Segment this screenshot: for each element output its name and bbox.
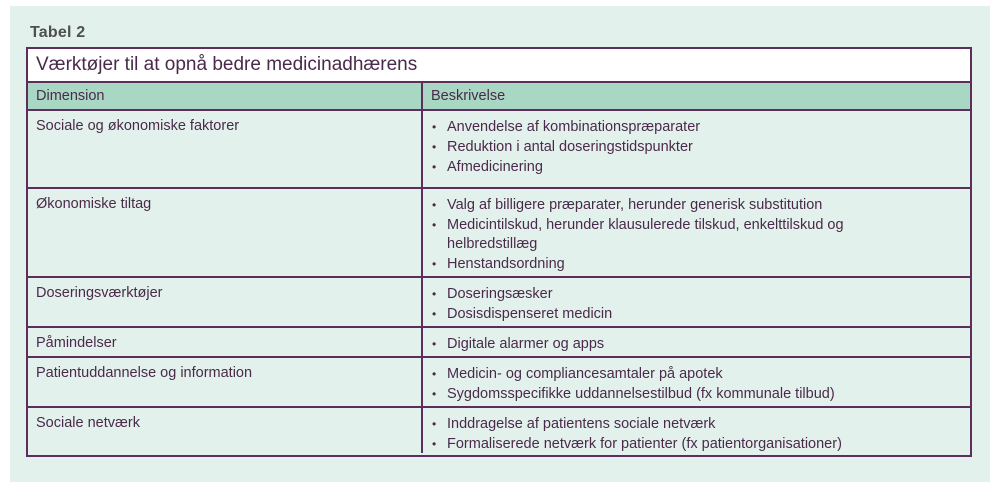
row-dimension: Doseringsværktøjer <box>28 278 423 326</box>
bullet-icon: • <box>432 287 437 301</box>
row-dimension: Sociale og økonomiske faktorer <box>28 111 423 187</box>
row-description <box>423 189 970 276</box>
row-description <box>423 408 970 453</box>
list-item: • Reduktion i antal doseringstidspunkter <box>432 139 693 155</box>
row-dimension: Økonomiske tiltag <box>28 189 423 276</box>
list-item: • Sygdomsspecifikke uddannelsestilbud (fx kommunale tilbud) <box>432 386 835 402</box>
bullet-icon: • <box>432 257 437 271</box>
bullet-icon: • <box>432 140 437 154</box>
list-item: • Anvendelse af kombinationspræparater <box>432 119 701 135</box>
bullet-icon: • <box>432 307 437 321</box>
list-item: • Doseringsæsker <box>432 286 553 302</box>
row-description <box>423 278 970 326</box>
bullet-icon: • <box>432 120 437 134</box>
table-row <box>28 358 970 408</box>
row-description <box>423 111 970 187</box>
header-dimension: Dimension <box>28 83 423 109</box>
header-description: Beskrivelse <box>431 88 506 104</box>
table-row <box>28 189 970 278</box>
bullet-icon: • <box>432 387 437 401</box>
list-item: • Medicintilskud, herunder klausulerede tilskud, enkelttilskud og helbredstillæg <box>432 217 844 252</box>
bullet-icon: • <box>432 437 437 451</box>
bullet-icon: • <box>432 218 437 232</box>
row-dimension: Påmindelser <box>28 328 423 356</box>
table-panel <box>10 6 990 482</box>
table-row <box>28 111 970 189</box>
table-label: Tabel 2 <box>30 24 86 41</box>
list-item: • Digitale alarmer og apps <box>432 336 605 352</box>
tools-table <box>26 47 972 457</box>
table-title: Værktøjer til at opnå bedre medicinadhærens <box>28 49 970 83</box>
table-row <box>28 278 970 328</box>
list-item: • Medicin- og compliancesamtaler på apotek <box>432 366 723 382</box>
row-dimension: Sociale netværk <box>28 408 423 453</box>
table-row <box>28 408 970 453</box>
bullet-icon: • <box>432 367 437 381</box>
list-item: • Formaliserede netværk for patienter (fx patientorganisationer) <box>432 436 842 452</box>
bullet-icon: • <box>432 337 437 351</box>
list-item: • Dosisdispenseret medicin <box>432 306 613 322</box>
table-header-row <box>28 83 970 111</box>
row-description <box>423 358 970 406</box>
list-item: • Henstandsordning <box>432 256 565 272</box>
list-item: • Afmedicinering <box>432 159 543 175</box>
bullet-icon: • <box>432 160 437 174</box>
list-item: • Valg af billigere præparater, herunder generisk substitution <box>432 197 823 213</box>
bullet-icon: • <box>432 198 437 212</box>
bullet-icon: • <box>432 417 437 431</box>
row-description <box>423 328 970 356</box>
table-row <box>28 328 970 358</box>
row-dimension: Patientuddannelse og information <box>28 358 423 406</box>
list-item: • Inddragelse af patientens sociale netværk <box>432 416 716 432</box>
